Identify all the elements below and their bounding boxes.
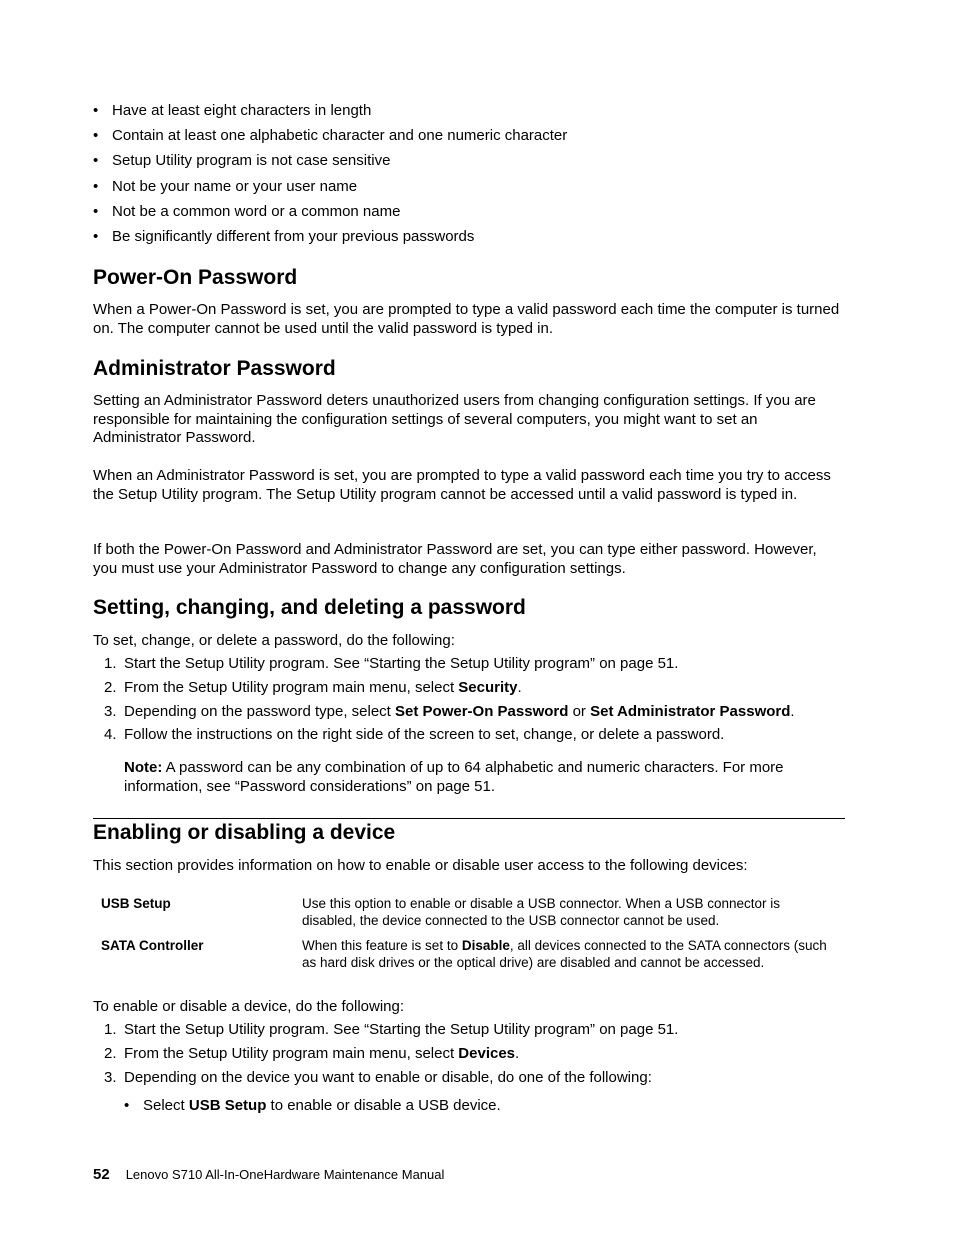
step-number: 1. <box>104 655 117 672</box>
note-label: Note: <box>124 759 163 776</box>
table-row <box>93 895 845 937</box>
option-usb-setup: USB Setup <box>188 1097 267 1114</box>
device-name: USB Setup <box>101 896 171 911</box>
enabling-intro: This section provides information on how to enable or disable user access to the following devices: <box>93 857 748 874</box>
step-text: Start the Setup Utility program. See “Starting the Setup Utility program” on page 51. <box>124 655 679 672</box>
list-item: • Have at least eight characters in length <box>93 101 567 126</box>
menu-option-security: Security <box>458 678 518 696</box>
enabling-intro-2: To enable or disable a device, do the following: <box>93 998 405 1015</box>
admin-paragraph-2: When an Administrator Password is set, you are prompted to type a valid password each time you try to access the Setup Utility program. The Setup Utility program cannot be accessed until a valid password is typed in. <box>93 467 831 503</box>
device-description <box>302 937 837 971</box>
step-text: Follow the instructions on the right side of the screen to set, change, or delete a password. <box>124 726 725 744</box>
step-text: . <box>790 702 795 720</box>
step-text: Depending on the password type, select <box>124 702 396 720</box>
enabling-steps <box>93 1020 678 1091</box>
setting-heading: Setting, changing, and deleting a password <box>93 596 526 619</box>
step-item <box>93 1068 678 1092</box>
list-item <box>124 1096 501 1116</box>
page-number: 52 <box>93 1166 110 1183</box>
option-power-on-password: Set Power-On Password <box>395 702 569 720</box>
list-item: • Not be a common word or a common name <box>93 202 567 227</box>
step-number: 3. <box>104 1068 117 1086</box>
sub-text: Select <box>143 1097 189 1114</box>
setting-intro: To set, change, or delete a password, do the following: <box>93 632 455 649</box>
step-text: From the Setup Utility program main menu, select <box>124 678 459 696</box>
step-text: or <box>568 702 591 720</box>
step-item <box>93 725 795 749</box>
admin-paragraph-3: If both the Power-On Password and Administrator Password are set, you can type either password. However, you must use your Administrator Password to change any configuration settings. <box>93 541 817 577</box>
list-item: • Be significantly different from your previous passwords <box>93 227 567 252</box>
step-text: Depending on the device you want to enable or disable, do one of the following: <box>124 1068 652 1086</box>
step-item <box>93 702 795 726</box>
section-divider <box>93 818 845 819</box>
power-on-paragraph: When a Power-On Password is set, you are prompted to type a valid password each time the computer is turned on. The computer cannot be used until the valid password is typed in. <box>93 301 840 337</box>
table-row <box>93 937 845 979</box>
option-admin-password: Set Administrator Password <box>590 702 791 720</box>
step-text: From the Setup Utility program main menu, select <box>124 1044 459 1062</box>
sub-text: to enable or disable a USB device. <box>266 1097 501 1114</box>
admin-paragraph-1: Setting an Administrator Password deters unauthorized users from changing configuration settings. If you are responsible for maintaining the configuration settings of several computers, you might want to set an Administrator Password. <box>93 392 816 446</box>
step-text: . <box>517 678 522 696</box>
enabling-heading: Enabling or disabling a device <box>93 821 396 844</box>
setting-steps <box>93 654 795 749</box>
step-item <box>93 1044 678 1068</box>
list-item: • Contain at least one alphabetic character and one numeric character <box>93 126 567 151</box>
list-item: • Setup Utility program is not case sensitive <box>93 151 567 176</box>
admin-heading: Administrator Password <box>93 357 336 380</box>
device-name: SATA Controller <box>101 938 204 953</box>
note-text: A password can be any combination of up to 64 alphabetic and numeric characters. For more information, see “Password considerations” on page 51. <box>124 759 784 795</box>
description-text: , all devices connected to the SATA connectors (such as hard disk drives or the optical drive) are disabled and cannot be accessed. <box>302 938 827 970</box>
page-footer <box>93 1165 444 1185</box>
power-on-heading: Power-On Password <box>93 266 298 289</box>
step-text: Start the Setup Utility program. See “Starting the Setup Utility program” on page 51. <box>124 1021 679 1038</box>
description-text: When this feature is set to <box>302 938 462 953</box>
option-disable: Disable <box>461 938 510 953</box>
list-item: • Not be your name or your user name <box>93 177 567 202</box>
device-table <box>93 895 845 979</box>
password-requirements-list <box>93 101 567 252</box>
step-number: 1. <box>104 1021 117 1038</box>
step-number: 4. <box>104 726 117 744</box>
step-text: . <box>515 1044 520 1062</box>
menu-option-devices: Devices <box>458 1044 516 1062</box>
step-number: 2. <box>104 1044 117 1062</box>
manual-title: Lenovo S710 All-In-OneHardware Maintenance Manual <box>125 1167 445 1182</box>
step-item <box>93 678 795 702</box>
device-description: Use this option to enable or disable a USB connector. When a USB connector is disabled, the device connected to the USB connector cannot be used. <box>302 896 781 928</box>
step-number: 3. <box>104 702 117 720</box>
step-number: 2. <box>104 678 117 696</box>
note <box>124 759 845 796</box>
device-sub-list <box>124 1096 501 1116</box>
step-item <box>93 654 795 678</box>
step-item <box>93 1020 678 1044</box>
